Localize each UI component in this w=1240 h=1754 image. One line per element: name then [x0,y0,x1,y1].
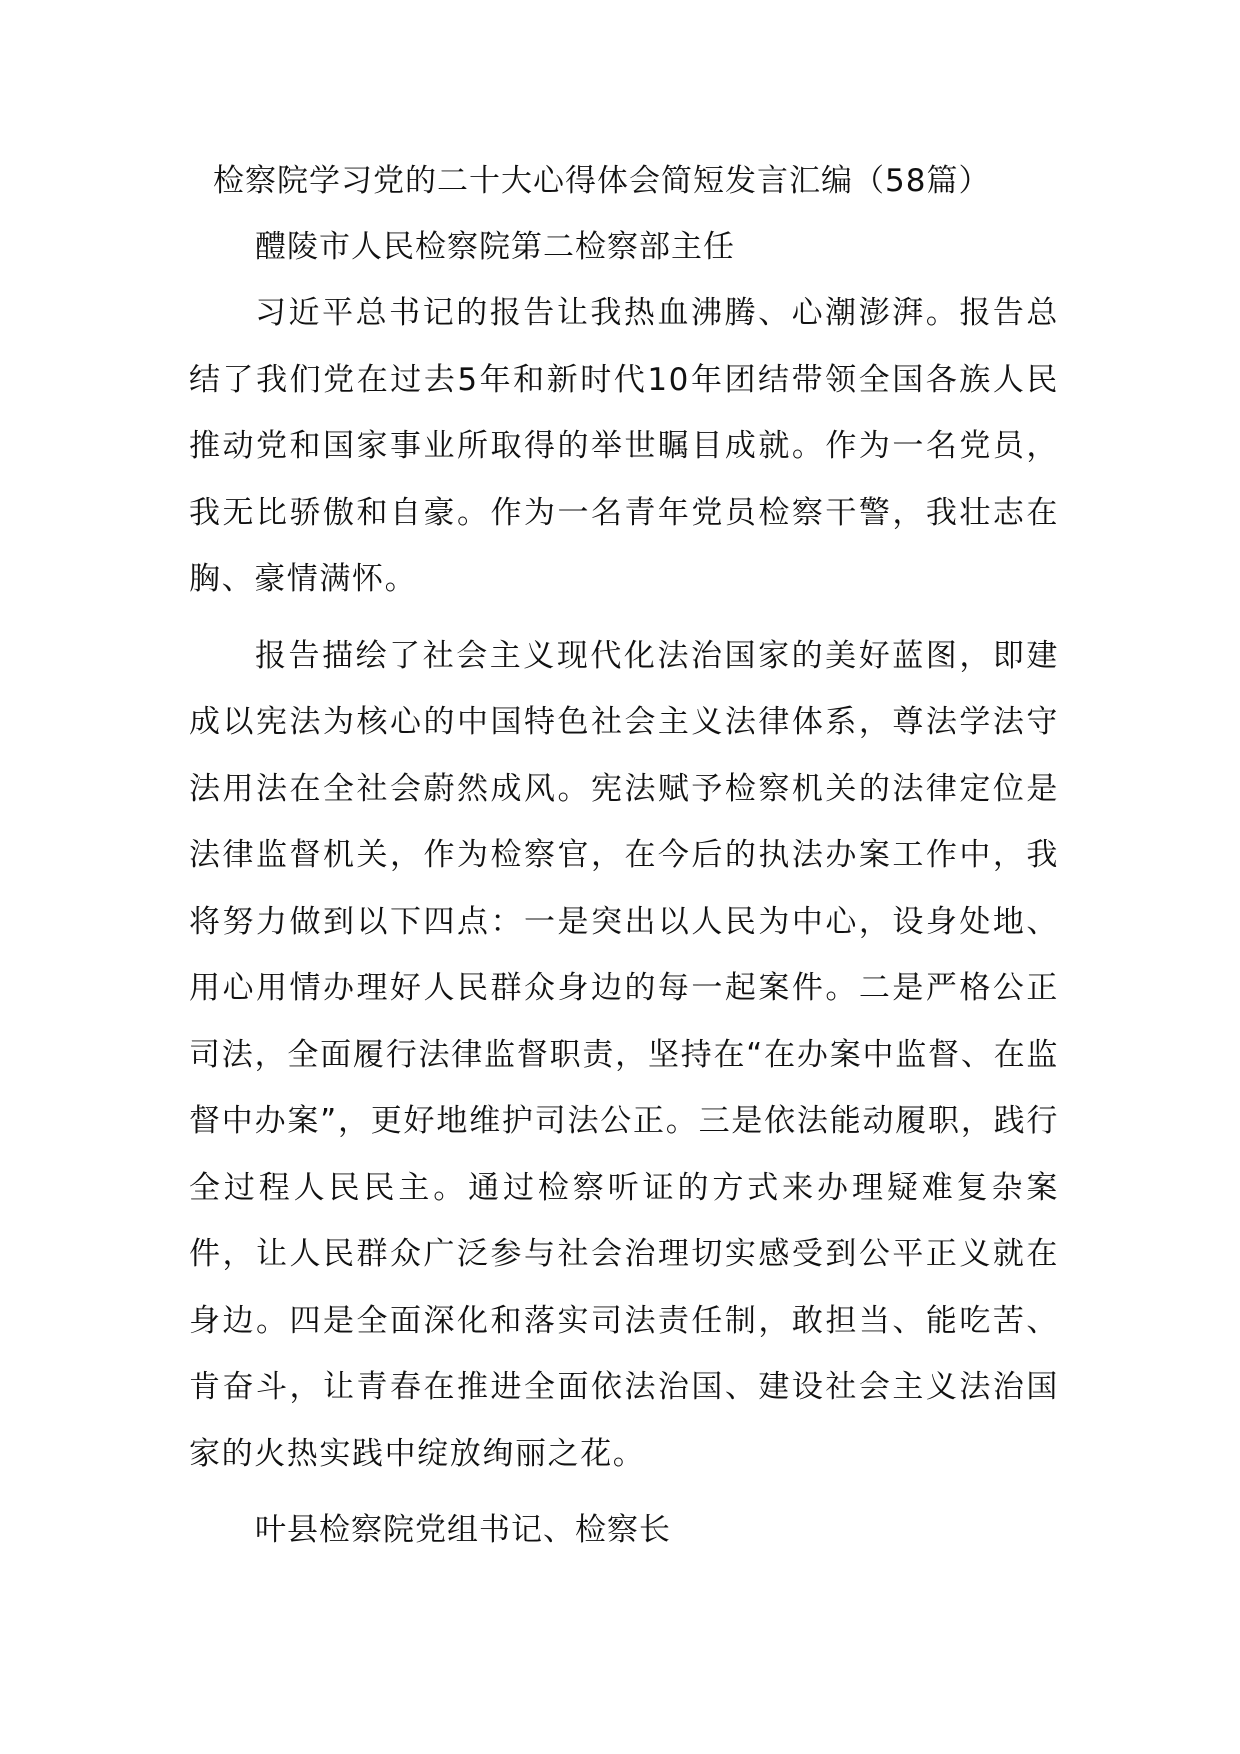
document-title: 检察院学习党的二十大心得体会简短发言汇编（58篇） [213,163,991,199]
paragraph-1: 习近平总书记的报告让我热血沸腾、心潮澎湃。报告总结了我们党在过去5年和新时代10年团结带领全国各族人民推动党和国家事业所取得的举世瞩目成就。作为一名党员，我无比骄傲和自豪。作为一名青年党员检察干警，我壮志在胸、豪情满怀。 [189,295,1059,597]
paragraph-2: 报告描绘了社会主义现代化法治国家的美好蓝图，即建成以宪法为核心的中国特色社会主义法律体系，尊法学法守法用法在全社会蔚然成风。宪法赋予检察机关的法律定位是法律监督机关，作为检察官，在今后的执法办案工作中，我将努力做到以下四点：一是突出以人民为中心，设身处地、用心用情办理好人民群众身边的每一起案件。二是严格公正司法，全面履行法律监督职责，坚持在“在办案中监督、在监督中办案”，更好地维护司法公正。三是依法能动履职，践行全过程人民民主。通过检察听证的方式来办理疑难复杂案件，让人民群众广泛参与社会治理切实感受到公平正义就在身边。四是全面深化和落实司法责任制，敢担当、能吃苦、肯奋斗，让青春在推进全面依法治国、建设社会主义法治国家的火热实践中绽放绚丽之花。 [189,637,1059,1472]
speaker-title-2: 叶县检察院党组书记、检察长 [255,1512,671,1548]
speaker-title-1: 醴陵市人民检察院第二检察部主任 [255,229,735,265]
paragraph-gap [189,1487,1059,1497]
document-body [189,148,1059,1563]
paragraph-gap [189,613,1059,623]
